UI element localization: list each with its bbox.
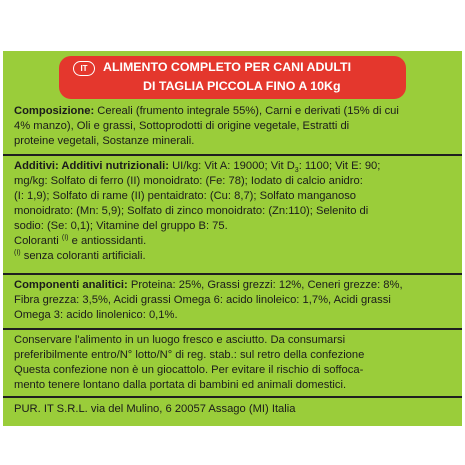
banner-title-line1: ALIMENTO COMPLETO PER CANI ADULTI [103, 60, 352, 74]
storage-text-4: mento tenere lontano dalla portata di bambini ed animali domestici. [14, 379, 347, 391]
additives-text-5: sodio: (Se: 0,1); Vitamine del gruppo B: 75. [14, 220, 228, 232]
additives-text-2: mg/kg: Solfato di ferro (II) monoidrato: (Fe: 78); Iodato di calcio anidro: [14, 175, 363, 187]
company-footer [14, 402, 454, 417]
analytical-text-1: Proteina: 25%, Grassi grezzi: 12%, Ceneri grezze: 8%, [130, 279, 403, 291]
analytical-section [14, 278, 454, 323]
analytical-text-2: Fibra grezza: 3,5%, Acidi grassi Omega 6: acido linoleico: 1,7%, Acidi grassi [14, 294, 391, 306]
storage-text-2: preferibilmente entro/N° lotto/N° di reg. stab.: sul retro della confezione [14, 349, 365, 361]
footnote-mark: (I) [61, 234, 69, 242]
product-banner [59, 56, 406, 99]
antioxidants-text: e antiossidanti. [71, 235, 147, 247]
composition-section [14, 104, 454, 149]
storage-text-1: Conservare l'alimento in un luogo fresco e asciutto. Da consumarsi [14, 334, 346, 346]
language-badge: IT [73, 61, 95, 76]
composition-text-1: Cereali (frumento integrale 55%), Carni e derivati (15% di cui [97, 105, 399, 117]
footnote-text: senza coloranti artificiali. [23, 250, 146, 262]
composition-label: Composizione: [14, 105, 95, 117]
composition-text-3: proteine vegetali, Sostanze minerali. [14, 135, 195, 147]
additives-section [14, 159, 454, 264]
additives-text-1a: UI/kg: Vit A: 19000; Vit D [172, 160, 295, 172]
additives-text-4: monoidrato: (Mn: 5,9); Solfato di zinco monoidrato: (Zn:110); Selenito di [14, 205, 369, 217]
footnote-mark-2: (I) [14, 249, 21, 257]
analytical-text-3: Omega 3: acido linolenico: 0,1%. [14, 309, 178, 321]
composition-text-2: 4% manzo), Oli e grassi, Sottoprodotti di origine vegetale, Estratti di [14, 120, 350, 132]
company-address: PUR. IT S.R.L. via del Mulino, 6 20057 Assago (MI) Italia [14, 403, 296, 415]
additives-label: Additivi: Additivi nutrizionali: [14, 160, 169, 172]
colorants-text: Coloranti [14, 235, 59, 247]
section-divider [3, 273, 462, 275]
storage-section [14, 333, 454, 393]
banner-title-line2: DI TAGLIA PICCOLA FINO A 10Kg [143, 79, 341, 93]
additives-text-3: (I: 1,9); Solfato di rame (II) pentaidrato: (Cu: 8,7); Solfato manganoso [14, 190, 357, 202]
section-divider [3, 154, 462, 156]
storage-text-3: Questa confezione non è un giocattolo. Per evitare il rischio di soffoca- [14, 364, 364, 376]
additives-text-1b: : 1100; Vit E: 90; [298, 160, 381, 172]
section-divider [3, 396, 462, 398]
analytical-label: Componenti analitici: [14, 279, 128, 291]
section-divider [3, 328, 462, 330]
vit-d3-subscript: 3 [294, 167, 299, 175]
